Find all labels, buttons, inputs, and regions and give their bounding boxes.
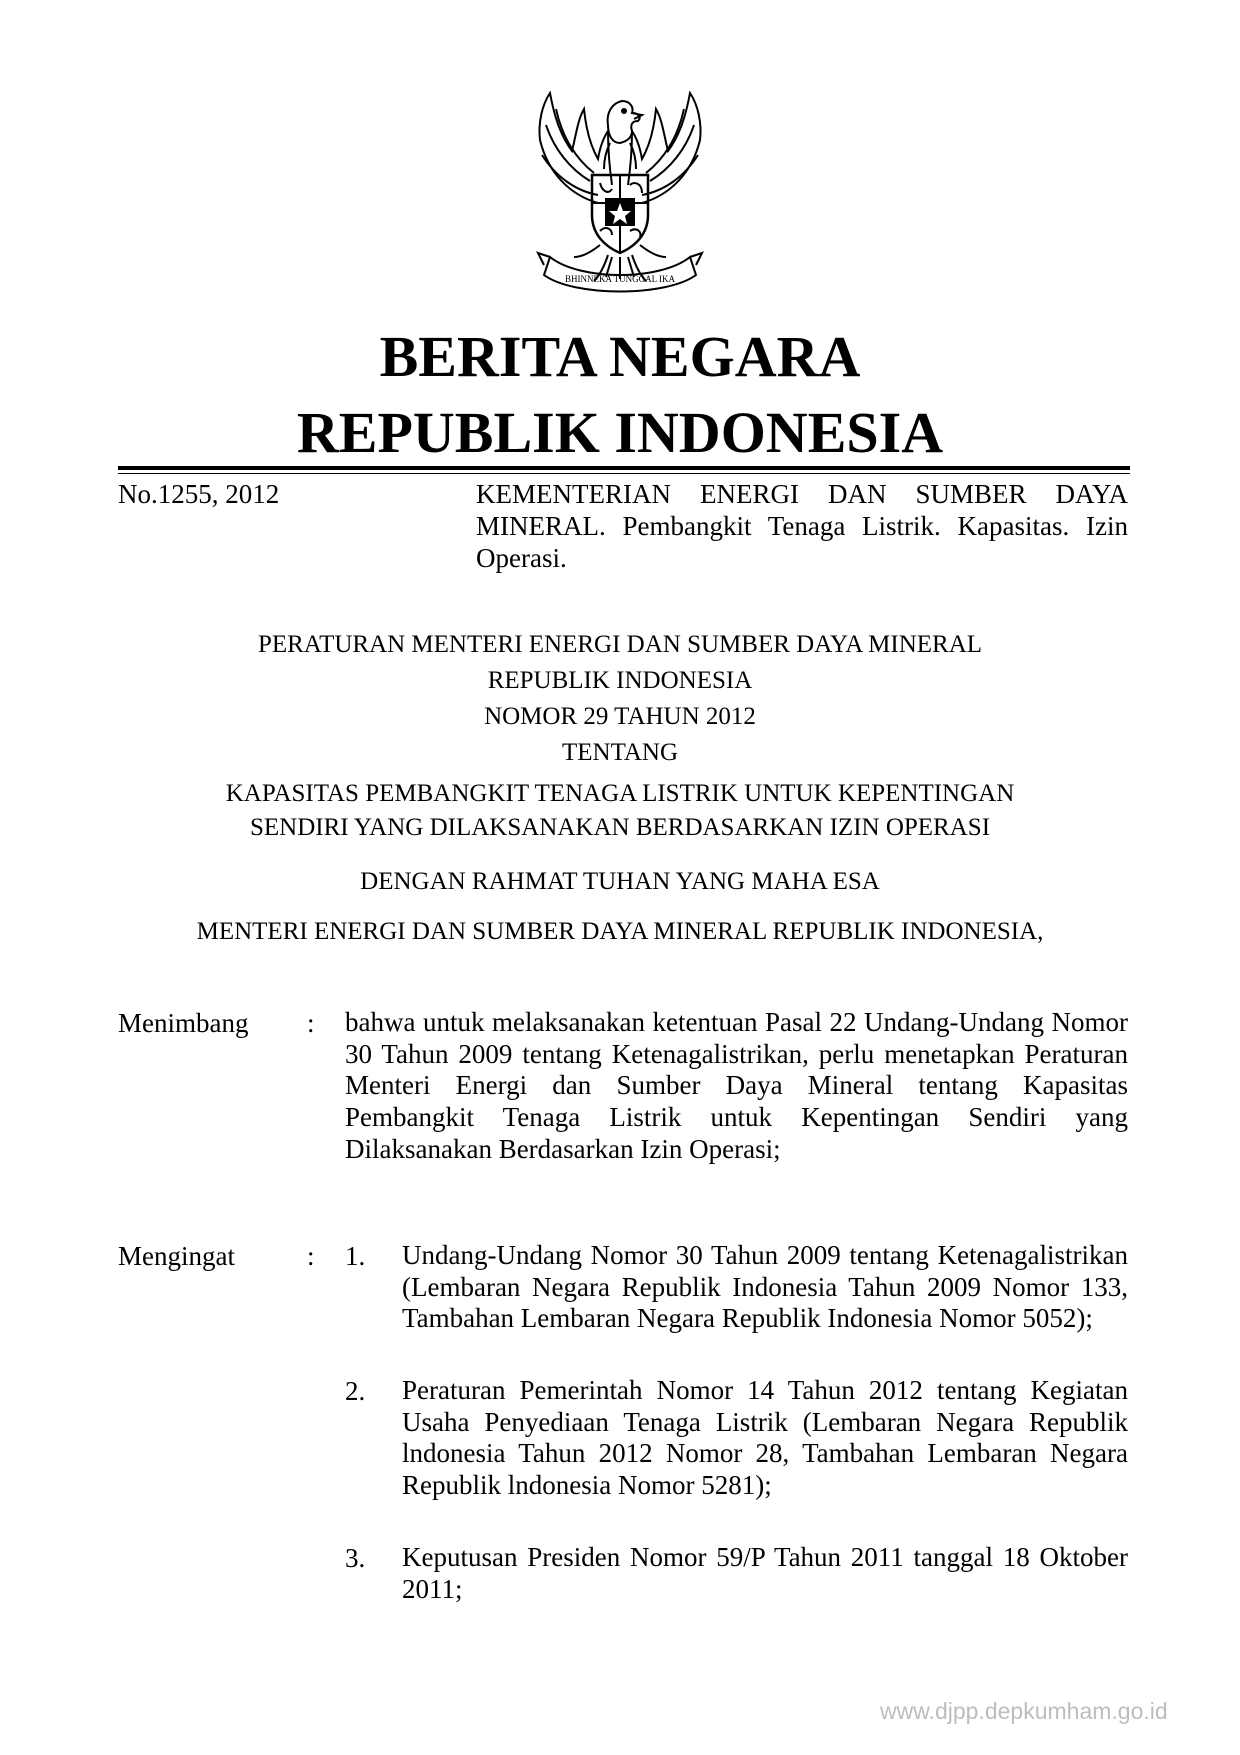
emblem-motto: BHINNEKA TUNGGAL IKA <box>565 274 675 284</box>
regulation-subject-line2: SENDIRI YANG DILAKSANAKAN BERDASARKAN IZIN OPERASI <box>249 814 991 841</box>
garuda-emblem-icon <box>520 85 720 300</box>
regulation-heading-line2: REPUBLIK INDONESIA <box>487 667 753 694</box>
gazette-description: KEMENTERIAN ENERGI DAN SUMBER DAYA MINERAL. Pembangkit Tenaga Listrik. Kapasitas. Izin Operasi. <box>476 479 1128 573</box>
mengingat-item-number: 1. <box>345 1241 366 1271</box>
mengingat-item-text: Undang-Undang Nomor 30 Tahun 2009 tentang Ketenagalistrikan (Lembaran Negara Republik Indonesia Tahun 2009 Nomor 133, Tambahan Lembaran Negara Republik Indonesia Nomor 5052); <box>402 1240 1128 1334</box>
regulation-tentang: TENTANG <box>561 739 679 766</box>
header-rule-thick <box>118 466 1130 470</box>
gazette-number: No.1255, 2012 <box>118 479 280 509</box>
invocation: DENGAN RAHMAT TUHAN YANG MAHA ESA <box>360 868 880 895</box>
menimbang-colon: : <box>307 1008 315 1038</box>
header-rule-thin <box>118 473 1130 474</box>
menimbang-label: Menimbang <box>118 1008 249 1038</box>
mengingat-item-number: 3. <box>345 1543 366 1573</box>
document-title-line2: REPUBLIK INDONESIA <box>296 400 944 465</box>
regulation-subject-line1: KAPASITAS PEMBANGKIT TENAGA LISTRIK UNTUK KEPENTINGAN <box>225 780 1015 807</box>
regulation-subject <box>100 777 1140 845</box>
document-title-line1: BERITA NEGARA <box>379 324 861 389</box>
mengingat-item-text: Keputusan Presiden Nomor 59/P Tahun 2011 tanggal 18 Oktober 2011; <box>402 1542 1128 1604</box>
regulation-heading-line1: PERATURAN MENTERI ENERGI DAN SUMBER DAYA MINERAL <box>257 631 983 658</box>
mengingat-colon: : <box>307 1241 315 1271</box>
menimbang-text: bahwa untuk melaksanakan ketentuan Pasal 22 Undang-Undang Nomor 30 Tahun 2009 tentang Ketenagalistrikan, perlu menetapkan Peraturan Menteri Energi dan Sumber Daya Mineral tentang Kapasitas Pembangkit Tenaga Listrik untuk Kepentingan Sendiri yang Dilaksanakan Berdasarkan Izin Operasi; <box>345 1007 1128 1164</box>
mengingat-item-number: 2. <box>345 1376 366 1406</box>
authority: MENTERI ENERGI DAN SUMBER DAYA MINERAL REPUBLIK INDONESIA, <box>196 918 1044 945</box>
mengingat-label: Mengingat <box>118 1241 235 1271</box>
mengingat-item-text: Peraturan Pemerintah Nomor 14 Tahun 2012 tentang Kegiatan Usaha Penyediaan Tenaga Listrik (Lembaran Negara Republik lndonesia Tahun 2012 Nomor 28, Tambahan Lembaran Negara Republik lndonesia Nomor 5281); <box>402 1375 1128 1500</box>
regulation-number: NOMOR 29 TAHUN 2012 <box>484 703 756 730</box>
source-watermark: www.djpp.depkumham.go.id <box>880 1698 1168 1724</box>
